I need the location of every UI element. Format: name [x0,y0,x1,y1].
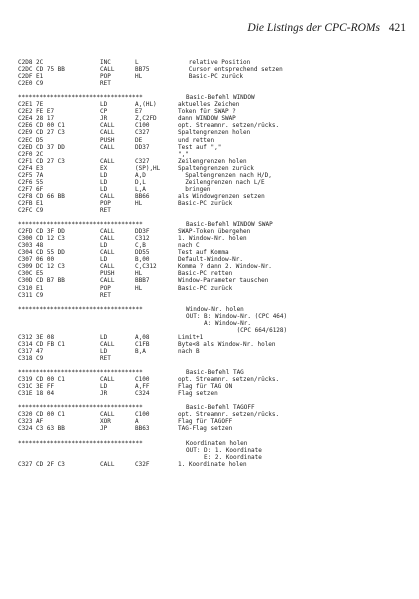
address: C300 [18,235,33,243]
mnemonic: CALL [100,66,115,74]
hex-bytes: 48 [36,242,44,250]
section-header-line [18,404,408,411]
hex-bytes: 7E [36,101,44,109]
comment: Test auf "," [178,143,222,151]
mnemonic: CALL [100,249,115,257]
mnemonic: RET [100,80,111,88]
hex-bytes: 7A [36,171,44,179]
mnemonic: XOR [100,418,111,426]
hex-bytes: CD 00 C1 [36,376,65,384]
operand: C100 [135,122,150,130]
mnemonic: POP [100,284,111,292]
operand: HL [135,199,143,207]
comment: Spaltengrenzen zurück [178,164,254,172]
operand: B,A [135,347,146,355]
address: C2FB [18,199,33,207]
address: C2F1 [18,157,33,165]
hex-bytes: 2C [36,150,44,158]
operand: BB75 [135,66,150,74]
hex-bytes: CD 3F DD [36,228,65,236]
comment: 1. Koordinate holen [178,460,247,468]
mnemonic: LD [100,256,108,264]
address: C319 [18,376,33,384]
comment: aktuelles Zeichen [178,101,240,109]
comment: Window-Parameter tauschen [178,277,269,285]
code-line [18,66,408,73]
comment: und retten [178,136,215,144]
code-line [18,461,408,468]
comment: Flag setzen [178,390,218,398]
blank-line [18,214,408,221]
comment: opt. Streamnr. setzen/rücks. [178,122,280,130]
mnemonic: CALL [100,376,115,384]
operand: A,08 [135,333,150,341]
section-header-line [18,454,408,461]
operand: C,B [135,242,146,250]
address: C307 [18,256,33,264]
hex-bytes: E1 [36,199,44,207]
mnemonic: POP [100,199,111,207]
hex-bytes: DC 12 C3 [36,263,65,271]
code-line [18,144,408,151]
section-title: Basic-Befehl WINDOW SWAP [186,221,273,229]
hex-bytes: FE E7 [36,108,55,116]
comment: opt. Streamnr. setzen/rücks. [178,376,280,384]
mnemonic: CALL [100,228,115,236]
operand: BB66 [135,192,150,200]
operand: HL [135,270,143,278]
operand: DD55 [135,249,150,257]
comment: TAG-Flag setzen [178,425,233,433]
mnemonic: CALL [100,192,115,200]
mnemonic: CALL [100,157,115,165]
address: C2E4 [18,115,33,123]
code-line [18,59,408,66]
section-title: OUT: B: Window-Nr. (CPC 464) [186,312,288,320]
section-title: OUT: D: 1. Koordinate [186,446,262,454]
mnemonic: EX [100,164,108,172]
mnemonic: RET [100,291,111,299]
hex-bytes: AF [36,418,44,426]
address: C2E0 [18,80,33,88]
comment: nach C [178,242,200,250]
code-line [18,355,408,362]
code-line [18,425,408,432]
running-title: Die Listings der CPC-ROMs [247,22,380,34]
blank-line [18,397,408,404]
mnemonic: CALL [100,411,115,419]
hex-bytes: C9 [36,354,44,362]
address: C2EC [18,136,33,144]
blank-line [18,87,408,94]
mnemonic: INC [100,59,111,66]
operand: C,C312 [135,263,157,271]
code-line [18,348,408,355]
code-line [18,411,408,418]
code-line [18,193,408,200]
section-header-line [18,221,408,228]
operand: A,D [135,171,146,179]
code-line [18,165,408,172]
hex-bytes: 06 00 [36,256,55,264]
comment: Flag für TAG ON [178,383,233,391]
code-line [18,115,408,122]
section-title: Koordinaten holen [186,439,248,447]
address: C2DC [18,66,33,74]
hex-bytes: C9 [36,291,44,299]
code-line [18,256,408,263]
operand: Z,C2FD [135,115,157,123]
hex-bytes: CD 00 C1 [36,411,65,419]
address: C30C [18,270,33,278]
address: C2FC [18,206,33,214]
hex-bytes: 3E FF [36,383,55,391]
address: C2D8 [18,59,33,66]
comment: dann WINDOW SWAP [178,115,236,123]
hex-bytes: CD 2F C3 [36,460,65,468]
mnemonic: LD [100,171,108,179]
code-line [18,158,408,165]
operand: DE [135,136,143,144]
code-line [18,200,408,207]
operand: C324 [135,390,150,398]
operand: A,FF [135,383,150,391]
code-line [18,235,408,242]
hex-bytes: CD 27 C3 [36,157,65,165]
mnemonic: CP [100,108,108,116]
operand: A [135,418,139,426]
code-line [18,285,408,292]
comment: Test auf Komma [178,249,229,257]
blank-line [18,299,408,306]
mnemonic: CALL [100,122,115,130]
address: C312 [18,333,33,341]
section-header-line [18,320,408,327]
section-title: Basic-Befehl WINDOW [186,94,255,102]
section-header-line [18,440,408,447]
hex-bytes: 28 17 [36,115,55,123]
address: C31E [18,390,33,398]
address: C314 [18,340,33,348]
hex-bytes: C9 [36,80,44,88]
code-line [18,228,408,235]
mnemonic: CALL [100,235,115,243]
address: C2DF [18,73,33,81]
comment: Flag für TAGOFF [178,418,233,426]
address: C2F5 [18,171,33,179]
comment: Byte<8 als Window-Nr. holen [178,340,276,348]
operand: HL [135,73,143,81]
code-line [18,270,408,277]
hex-bytes: E1 [36,284,44,292]
section-header-line [18,327,408,334]
separator-stars: *********************************** [18,439,143,447]
mnemonic: PUSH [100,136,115,144]
separator-stars: *********************************** [18,94,143,102]
operand: C312 [135,235,150,243]
operand: A,(HL) [135,101,157,109]
address: C2F8 [18,192,33,200]
comment: als Windowgrenzen setzen [178,192,265,200]
hex-bytes: C9 [36,206,44,214]
mnemonic: RET [100,354,111,362]
comment: Komma ? dann 2. Window-Nr. [178,263,272,271]
comment: Basic-PC retten [178,270,233,278]
hex-bytes: CD 27 C3 [36,129,65,137]
operand: HL [135,284,143,292]
blank-line [18,362,408,369]
comment: bringen [185,185,211,193]
code-line [18,207,408,214]
code-line [18,249,408,256]
operand: C327 [135,157,150,165]
code-line [18,390,408,397]
address: C2E9 [18,129,33,137]
comment: Cursor entsprechend setzen [188,66,283,74]
code-line [18,129,408,136]
operand: DD3F [135,228,150,236]
hex-bytes: 2C [36,59,44,66]
mnemonic: CALL [100,263,115,271]
code-line [18,122,408,129]
address: C2F4 [18,164,33,172]
section-title: (CPC 664/6128) [186,326,288,334]
comment: 1. Window-Nr. holen [178,235,247,243]
section-title: Basic-Befehl TAGOFF [186,404,255,412]
hex-bytes: E3 [36,164,44,172]
operand: C1FB [135,340,150,348]
mnemonic: LD [100,383,108,391]
hex-bytes: D5 [36,136,44,144]
code-line [18,334,408,341]
code-line [18,376,408,383]
comment: opt. Streamnr. setzen/rücks. [178,411,280,419]
comment: Basic-PC zurück [178,199,233,207]
mnemonic: CALL [100,277,115,285]
hex-bytes: CD 55 DD [36,249,65,257]
code-line [18,172,408,179]
address: C303 [18,242,33,250]
section-title: A: Window-Nr. [186,319,252,327]
address: C310 [18,284,33,292]
comment: Basic-PC zurück [188,73,243,81]
comment: Token für SWAP ? [178,108,236,116]
address: C2F7 [18,185,33,193]
section-header-line [18,306,408,313]
operand: L [135,59,139,66]
code-line [18,186,408,193]
comment: Zeilengrenzen holen [178,157,247,165]
operand: C100 [135,376,150,384]
hex-bytes: 47 [36,347,44,355]
code-line [18,292,408,299]
section-header-line [18,369,408,376]
code-line [18,80,408,87]
separator-stars: *********************************** [18,404,143,412]
blank-line [18,432,408,439]
code-line [18,383,408,390]
section-header-line [18,94,408,101]
comment: Basic-PC zurück [178,284,233,292]
mnemonic: CALL [100,340,115,348]
hex-bytes: E5 [36,270,44,278]
page-header [0,22,406,38]
operand: C327 [135,129,150,137]
hex-bytes: 18 04 [36,390,55,398]
comment: "," [178,150,189,158]
address: C31C [18,383,33,391]
code-line [18,277,408,284]
address: C304 [18,249,33,257]
hex-bytes: 55 [36,178,44,186]
code-line [18,341,408,348]
section-title: Window-Nr. holen [186,305,244,313]
code-line [18,137,408,144]
address: C324 [18,425,33,433]
hex-bytes: CD FB C1 [36,340,65,348]
mnemonic: LD [100,347,108,355]
code-line [18,108,408,115]
operand: B,00 [135,256,150,264]
hex-bytes: 3E 08 [36,333,55,341]
comment: SWAP-Token übergehen [178,228,251,236]
code-line [18,73,408,80]
operand: L,A [135,185,146,193]
address: C2E6 [18,122,33,130]
address: C317 [18,347,33,355]
hex-bytes: CD 37 DD [36,143,65,151]
hex-bytes: E1 [36,73,44,81]
code-line [18,242,408,249]
code-line [18,179,408,186]
address: C320 [18,411,33,419]
separator-stars: *********************************** [18,221,143,229]
comment: Zeilengrenzen nach L/E [185,178,265,186]
address: C2FD [18,228,33,236]
operand: DD37 [135,143,150,151]
hex-bytes: CD 75 BB [36,66,65,74]
address: C30D [18,277,33,285]
mnemonic: RET [100,206,111,214]
mnemonic: JR [100,390,108,398]
code-line [18,151,408,158]
page-number: 421 [388,22,406,34]
mnemonic: LD [100,185,108,193]
mnemonic: LD [100,178,108,186]
mnemonic: JR [100,115,108,123]
code-line [18,263,408,270]
mnemonic: LD [100,333,108,341]
mnemonic: LD [100,101,108,109]
operand: C100 [135,411,150,419]
hex-bytes: CD 66 BB [36,192,65,200]
mnemonic: CALL [100,143,115,151]
comment: relative Position [188,59,251,66]
assembly-listing [18,59,408,468]
separator-stars: *********************************** [18,305,143,313]
mnemonic: LD [100,242,108,250]
address: C309 [18,263,33,271]
comment: Spaltengrenzen nach H/D, [185,171,272,179]
address: C2F0 [18,150,33,158]
hex-bytes: 6F [36,185,44,193]
address: C2E2 [18,108,33,116]
address: C2ED [18,143,33,151]
code-line [18,418,408,425]
comment: nach B [178,347,200,355]
operand: BB63 [135,425,150,433]
address: C2F6 [18,178,33,186]
mnemonic: POP [100,73,111,81]
address: C323 [18,418,33,426]
address: C318 [18,354,33,362]
mnemonic: CALL [100,129,115,137]
hex-bytes: CD B7 BB [36,277,65,285]
comment: Limit+1 [178,333,204,341]
address: C327 [18,460,33,468]
operand: E7 [135,108,143,116]
comment: Default-Window-Nr. [178,256,244,264]
mnemonic: CALL [100,460,115,468]
operand: BBB7 [135,277,150,285]
hex-bytes: CD 12 C3 [36,235,65,243]
mnemonic: JP [100,425,108,433]
mnemonic: PUSH [100,270,115,278]
operand: C32F [135,460,150,468]
comment: Spaltengrenzen holen [178,129,251,137]
section-header-line [18,313,408,320]
operand: (SP),HL [135,164,161,172]
address: C311 [18,291,33,299]
section-header-line [18,447,408,454]
section-title: Basic-Befehl TAG [186,369,244,377]
address: C2E1 [18,101,33,109]
operand: D,L [135,178,146,186]
hex-bytes: CD 00 C1 [36,122,65,130]
hex-bytes: C3 63 BB [36,425,65,433]
code-line [18,101,408,108]
section-title: E: 2. Koordinate [186,453,262,461]
separator-stars: *********************************** [18,369,143,377]
